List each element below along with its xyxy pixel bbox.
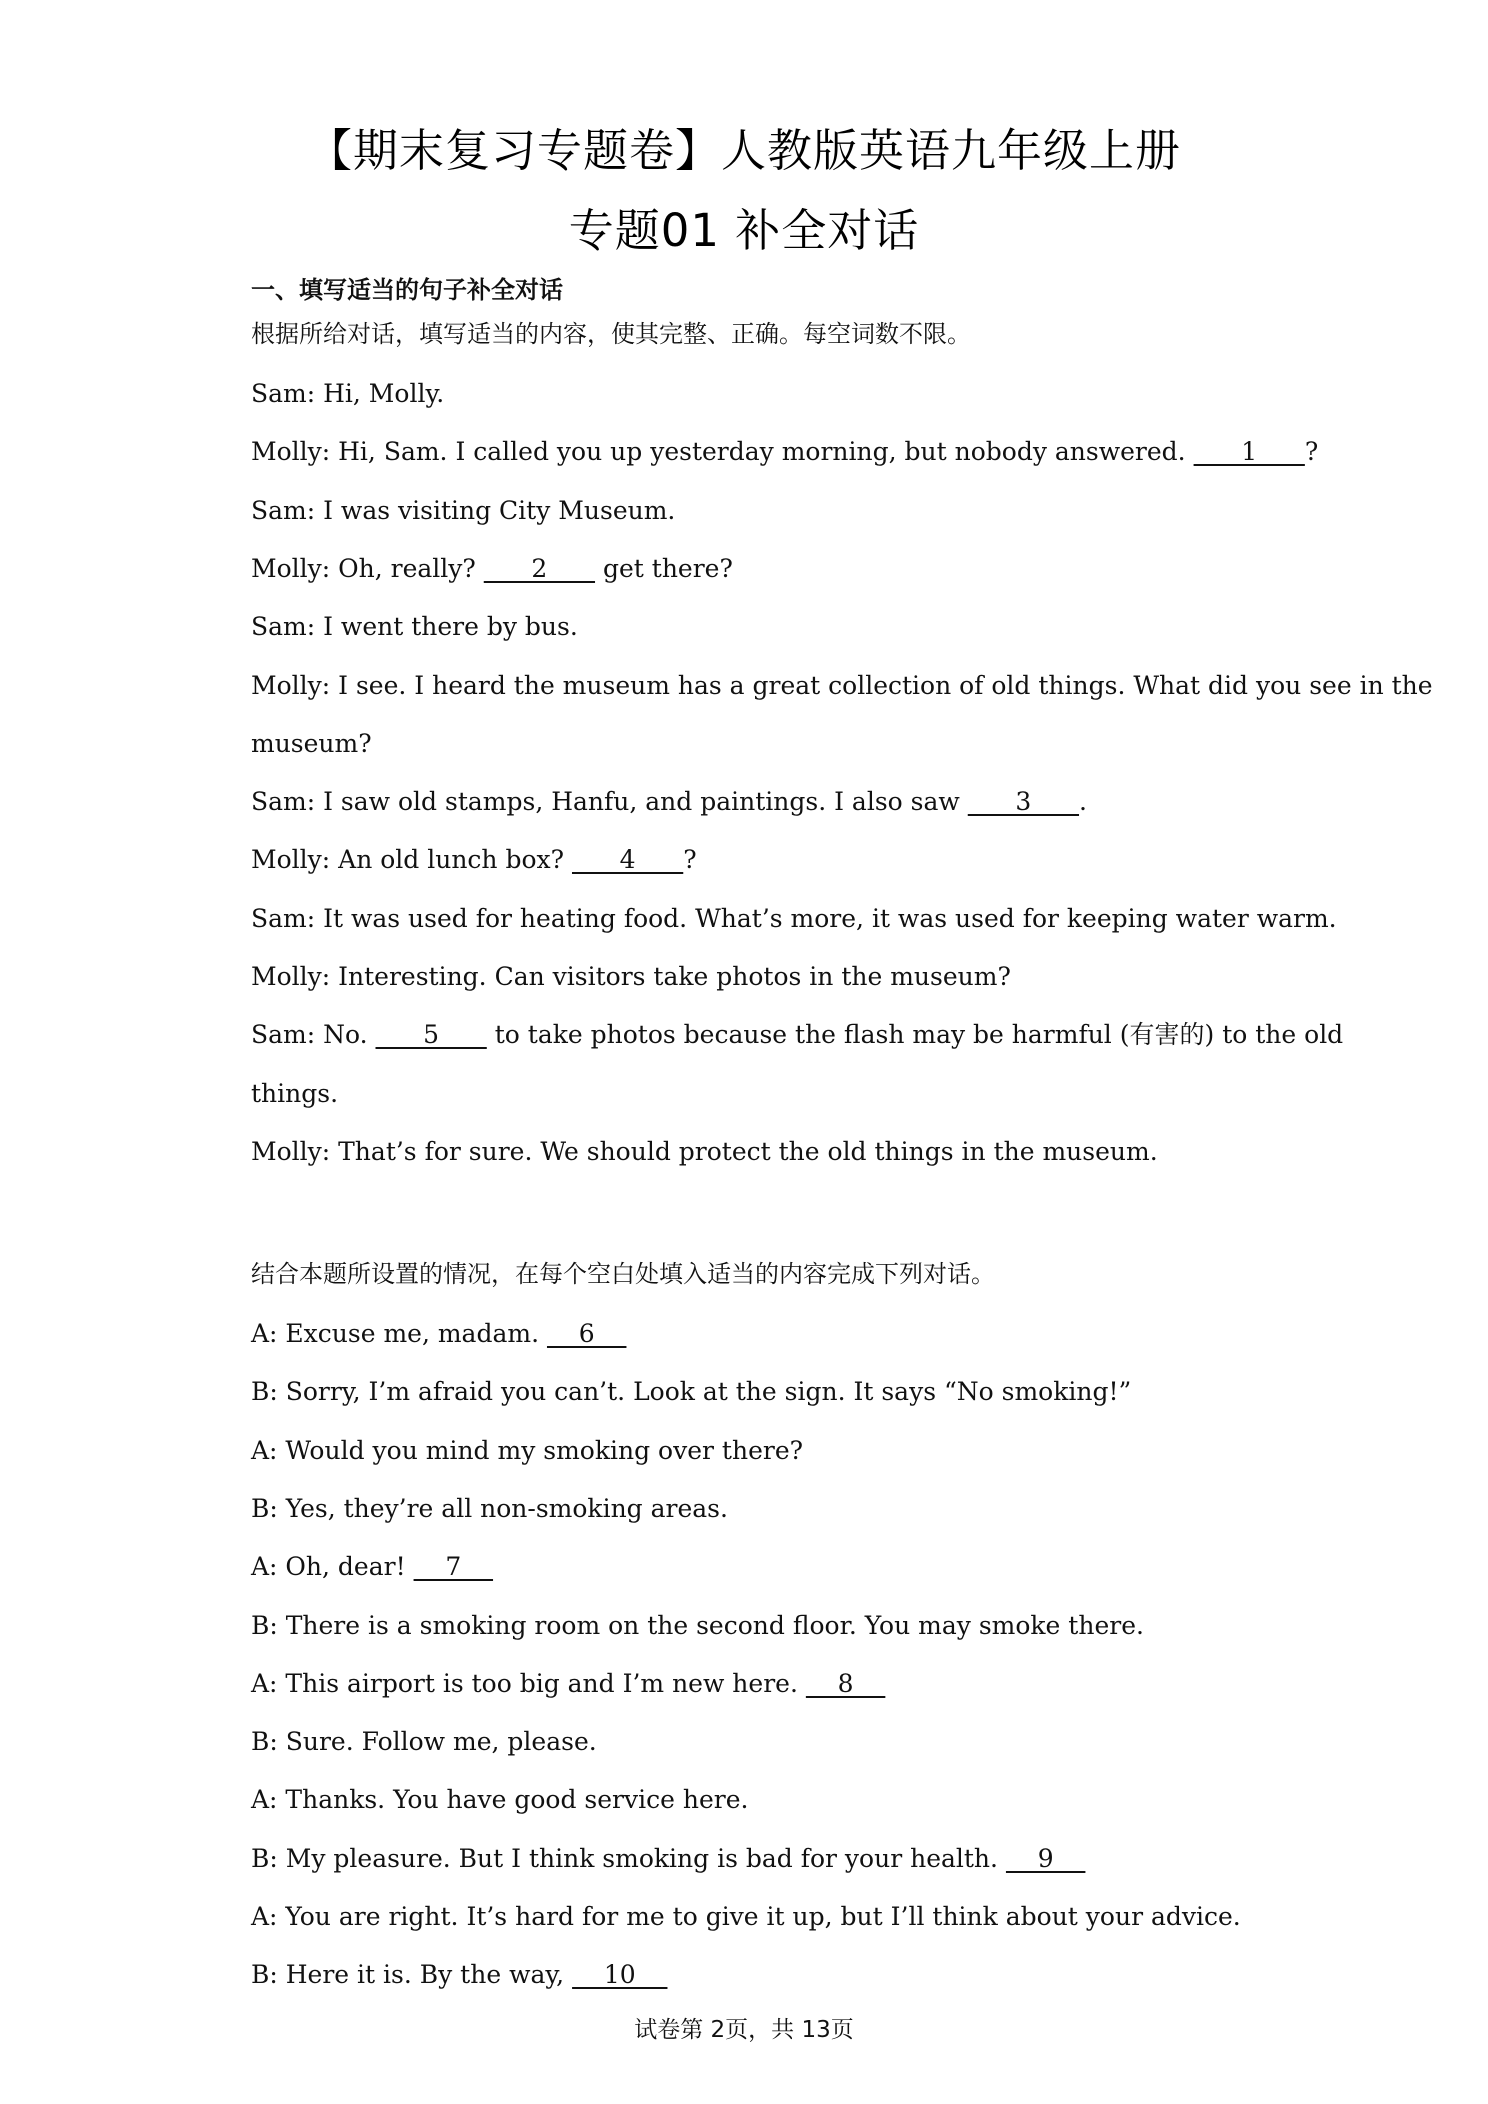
line-text: B: Sorry, I’m afraid you can’t. Look at the sign. It says “No smoking!” — [251, 1377, 1132, 1407]
line-text: A: Would you mind my smoking over there? — [251, 1435, 804, 1465]
answer-blank[interactable]: 5 — [375, 1020, 487, 1050]
line-text: A: Thanks. You have good service here. — [251, 1785, 749, 1815]
dialogue-line — [251, 960, 1248, 994]
line-text-after: to take photos because the flash may be harmful (有害的) to the old — [486, 1020, 1344, 1050]
line-text: Sam: It was used for heating food. What’s more, it was used for keeping water warm. — [251, 903, 1337, 933]
section1-instruction: 根据所给对话，填写适当的内容，使其完整、正确。每空词数不限。 — [251, 320, 971, 348]
line-text: Molly: Interesting. Can visitors take photos in the museum? — [251, 962, 1011, 991]
line-text-after: ? — [683, 845, 697, 875]
dialogue-line — [251, 1958, 1248, 1992]
line-text: Molly: Oh, really? — [251, 553, 484, 583]
answer-blank[interactable]: 8 — [805, 1668, 886, 1698]
dialogue-line — [251, 669, 1433, 703]
line-text: Sam: Hi, Molly. — [251, 379, 445, 408]
dialogue-line — [251, 1492, 1248, 1526]
dialogue-line — [251, 377, 1248, 411]
dialogue-line — [251, 1725, 1248, 1759]
answer-blank[interactable]: 1 — [1193, 437, 1305, 467]
dialogue-line — [251, 843, 1248, 877]
line-text: museum? — [251, 728, 372, 758]
dialogue-line — [251, 435, 1319, 469]
dialogue-line — [251, 1375, 1248, 1409]
section2-instruction: 结合本题所设置的情况，在每个空白处填入适当的内容完成下列对话。 — [251, 1260, 995, 1288]
line-text: Molly: That’s for sure. We should protect the old things in the museum. — [251, 1136, 1158, 1166]
dialogue-line — [251, 727, 1248, 761]
line-text: Sam: I saw old stamps, Hanfu, and paintings. I also saw — [251, 787, 968, 817]
section-heading: 一、填写适当的句子补全对话 — [251, 276, 563, 304]
line-text: Sam: No. — [251, 1020, 376, 1050]
answer-blank[interactable]: 7 — [413, 1552, 494, 1582]
dialogue-line — [251, 1135, 1248, 1169]
answer-blank[interactable]: 9 — [1005, 1843, 1086, 1873]
answer-blank[interactable]: 10 — [572, 1960, 668, 1990]
dialogue-line — [251, 1550, 1248, 1584]
page-title: 【期末复习专题卷】人教版英语九年级上册 — [306, 124, 1181, 177]
dialogue-line — [251, 902, 1337, 936]
dialogue-line — [251, 1018, 1344, 1052]
line-text-after: get there? — [595, 553, 733, 583]
dialogue-line — [251, 1667, 1248, 1701]
dialogue-line — [251, 785, 1248, 819]
line-text: Molly: Hi, Sam. I called you up yesterday morning, but nobody answered. — [251, 437, 1194, 467]
line-text: Sam: I went there by bus. — [251, 612, 578, 642]
line-text: B: Here it is. By the way, — [251, 1960, 573, 1990]
line-text: A: Oh, dear! — [251, 1552, 414, 1582]
line-text-after: . — [1079, 787, 1087, 817]
answer-blank[interactable]: 2 — [483, 553, 596, 583]
line-text: A: Excuse me, madam. — [251, 1319, 547, 1348]
dialogue-line — [251, 552, 1248, 586]
dialogue-line — [251, 610, 1248, 644]
line-text: A: You are right. It’s hard for me to give it up, but I’ll think about your advice. — [251, 1902, 1241, 1931]
dialogue-line — [251, 1842, 1248, 1876]
dialogue-line — [251, 1317, 1248, 1351]
dialogue-line — [251, 1434, 1248, 1468]
line-text: A: This airport is too big and I’m new here. — [251, 1668, 806, 1698]
dialogue-line — [251, 1783, 1248, 1817]
line-text: B: There is a smoking room on the second floor. You may smoke there. — [251, 1610, 1144, 1640]
line-text-after: ? — [1304, 437, 1319, 467]
line-text: B: Yes, they’re all non-smoking areas. — [251, 1493, 728, 1523]
dialogue-line — [251, 1077, 1248, 1111]
line-text: things. — [251, 1078, 339, 1108]
answer-blank[interactable]: 6 — [546, 1319, 627, 1348]
dialogue-line — [251, 1900, 1248, 1934]
page-subtitle: 专题01 补全对话 — [568, 204, 920, 257]
line-text: Molly: I see. I heard the museum has a great collection of old things. What did you see in the — [251, 670, 1433, 700]
line-text: Molly: An old lunch box? — [251, 845, 572, 875]
line-text: B: Sure. Follow me, please. — [251, 1727, 597, 1757]
line-text: B: My pleasure. But I think smoking is bad for your health. — [251, 1843, 1006, 1873]
page-footer: 试卷第 2页，共 13页 — [634, 2017, 854, 2043]
dialogue-line — [251, 1609, 1248, 1643]
dialogue-line — [251, 494, 1248, 528]
answer-blank[interactable]: 4 — [571, 845, 684, 875]
answer-blank[interactable]: 3 — [967, 787, 1080, 817]
line-text: Sam: I was visiting City Museum. — [251, 495, 676, 525]
